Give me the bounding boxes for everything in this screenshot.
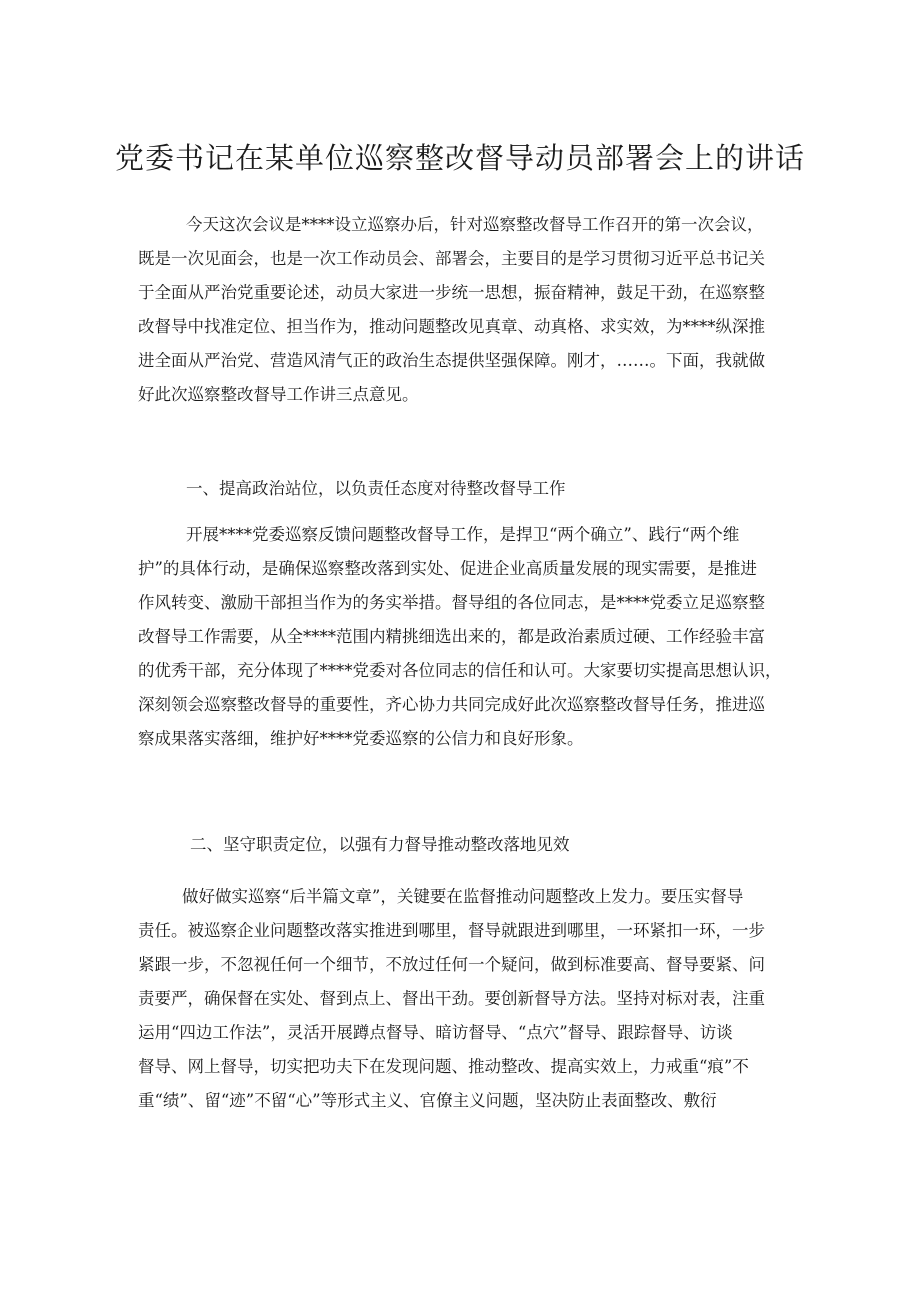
section-2-line: 责要严，确保督在实处、督到点上、督出干劲。要创新督导方法。坚持对标对表，注重 bbox=[138, 989, 765, 1008]
section-2-heading: 二、坚守职责定位，以强有力督导推动整改落地见效 bbox=[190, 835, 570, 854]
section-2-line: 重“绩”、留“迹”不留“心”等形式主义、官僚主义问题，坚决防止表面整改、敷衍 bbox=[138, 1091, 717, 1110]
section-1-heading: 一、提高政治站位，以负责任态度对待整改督导工作 bbox=[186, 479, 566, 498]
section-1-line: 改督导工作需要，从全****范围内精挑细选出来的，都是政治素质过硬、工作经验丰富 bbox=[138, 627, 765, 646]
intro-line: 改督导中找准定位、担当作为，推动问题整改见真章、动真格、求实效，为****纵深推 bbox=[138, 317, 765, 336]
section-1-line: 的优秀干部，充分体现了****党委对各位同志的信任和认可。大家要切实提高思想认识， bbox=[138, 661, 782, 680]
intro-line: 好此次巡察整改督导工作讲三点意见。 bbox=[138, 385, 419, 404]
intro-paragraph bbox=[138, 208, 786, 412]
section-1-line: 作风转变、激励干部担当作为的务实举措。督导组的各位同志，是****党委立足巡察整 bbox=[138, 593, 765, 612]
intro-line: 今天这次会议是****设立巡察办后，针对巡察整改督导工作召开的第一次会议， bbox=[186, 215, 764, 234]
section-1-line: 开展****党委巡察反馈问题整改督导工作，是捍卫“两个确立”、践行“两个维 bbox=[186, 525, 740, 544]
section-2-line: 做好做实巡察“后半篇文章”，关键要在监督推动问题整改上发力。要压实督导 bbox=[182, 887, 744, 906]
section-1-line: 深刻领会巡察整改督导的重要性，齐心协力共同完成好此次巡察整改督导任务，推进巡 bbox=[138, 695, 765, 714]
section-2-line: 紧跟一步，不忽视任何一个细节，不放过任何一个疑问，做到标准要高、督导要紧、问 bbox=[138, 955, 765, 974]
section-1-paragraph bbox=[138, 518, 786, 756]
section-2-line: 督导、网上督导，切实把功夫下在发现问题、推动整改、提高实效上，力戒重“痕”不 bbox=[138, 1057, 749, 1076]
intro-line: 进全面从严治党、营造风清气正的政治生态提供坚强保障。刚才，……。下面，我就做 bbox=[138, 351, 765, 370]
section-2-paragraph bbox=[138, 880, 786, 1118]
section-1-line: 察成果落实落细，维护好****党委巡察的公信力和良好形象。 bbox=[138, 729, 584, 748]
section-1-line: 护”的具体行动，是确保巡察整改落到实处、促进企业高质量发展的现实需要，是推进 bbox=[138, 559, 757, 578]
intro-line: 既是一次见面会，也是一次工作动员会、部署会，主要目的是学习贯彻习近平总书记关 bbox=[138, 249, 765, 268]
document-title: 党委书记在某单位巡察整改督导动员部署会上的讲话 bbox=[114, 141, 805, 175]
intro-line: 于全面从严治党重要论述，动员大家进一步统一思想，振奋精神，鼓足干劲，在巡察整 bbox=[138, 283, 765, 302]
section-2-line: 责任。被巡察企业问题整改落实推进到哪里，督导就跟进到哪里，一环紧扣一环，一步 bbox=[138, 921, 765, 940]
section-2-line: 运用“四边工作法”，灵活开展蹲点督导、暗访督导、“点穴”督导、跟踪督导、访谈 bbox=[138, 1023, 733, 1042]
